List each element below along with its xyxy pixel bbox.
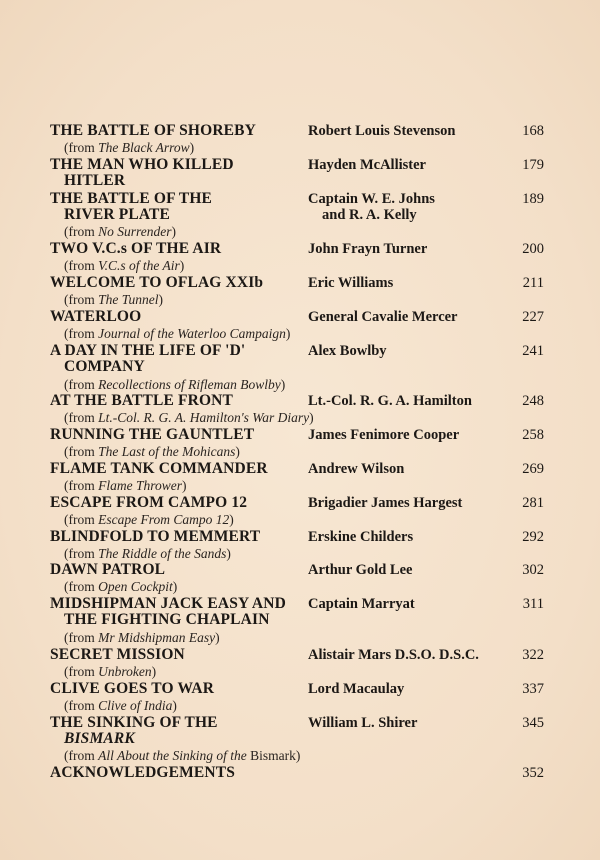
entry-author: [308, 275, 518, 291]
source-prefix: (from: [64, 663, 99, 679]
entry-author-line: Andrew Wilson: [308, 461, 405, 477]
source-prefix: (from: [64, 444, 99, 460]
entry-title: [50, 241, 306, 257]
source-prefix: (from: [64, 292, 99, 307]
source-suffix: ): [171, 224, 176, 240]
entry-title-line: DAWN PATROL: [50, 561, 166, 579]
entry-page-number: 269: [522, 461, 544, 477]
source-book-title: Flame Thrower: [98, 477, 182, 493]
entry-author-line: Lord Macaulay: [308, 680, 405, 697]
entry-title-line: A DAY IN THE LIFE OF 'D': [50, 341, 246, 359]
entry-title-line: THE BATTLE OF SHOREBY: [50, 122, 256, 139]
entry-title-line: THE SINKING OF THE: [50, 713, 218, 731]
entry-page-number: 248: [522, 393, 544, 410]
source-prefix: (from: [64, 139, 99, 155]
source-suffix: ): [285, 325, 291, 341]
entry-source: [64, 326, 290, 342]
source-suffix: ): [215, 630, 220, 645]
entry-author: [308, 647, 518, 663]
entry-author-line: General Cavalie Mercer: [308, 308, 458, 325]
entry-author-line: Alex Bowlby: [308, 342, 387, 359]
entry-title: [50, 275, 306, 291]
entry-page-number: 281: [522, 494, 544, 511]
entry-author: [308, 123, 518, 139]
source-prefix: (from: [64, 748, 99, 764]
entry-title-continuation: THE FIGHTING CHAPLAIN: [64, 611, 270, 629]
source-suffix: ): [172, 579, 178, 595]
entry-author: [308, 596, 518, 612]
source-suffix: ): [229, 511, 234, 527]
entry-page-number: 311: [522, 596, 544, 613]
entry-author: [308, 343, 518, 359]
entry-page-number: 292: [522, 528, 544, 545]
entry-title: [50, 343, 306, 375]
entry-author-line: Hayden McAllister: [308, 156, 426, 173]
source-suffix: ): [158, 292, 164, 307]
entry-title-line: WELCOME TO OFLAG XXIb: [50, 274, 264, 292]
entry-title-line: MIDSHIPMAN JACK EASY AND: [50, 595, 286, 613]
entry-source: [64, 512, 234, 528]
entry-source: [64, 579, 177, 595]
entry-source: [64, 698, 177, 714]
entry-source: [64, 258, 184, 274]
source-book-title: Lt.-Col. R. G. A. Hamilton's War Diary: [98, 410, 310, 426]
entry-author-line: Captain Marryat: [308, 596, 415, 613]
source-book-title: Clive of India: [98, 697, 173, 713]
entry-title-line: CLIVE GOES TO WAR: [50, 679, 215, 697]
entry-source: [64, 410, 314, 426]
source-book-title: All About the Sinking of the: [98, 748, 247, 764]
entry-author-line: William L. Shirer: [308, 714, 418, 731]
source-suffix: ): [280, 376, 286, 392]
entry-author: [308, 157, 518, 173]
source-book-title: The Tunnel: [98, 292, 159, 307]
source-book-title: V.C.s of the Air: [98, 258, 180, 274]
entry-title-continuation: RIVER PLATE: [64, 205, 171, 223]
entry-source: [64, 292, 163, 308]
source-book-title: No Surrender: [98, 224, 172, 240]
entry-page-number: 179: [522, 156, 544, 173]
entry-author-line: Eric Williams: [308, 275, 394, 292]
source-suffix: ): [182, 477, 187, 493]
entry-source: [64, 664, 156, 680]
entry-page-number: 189: [522, 190, 544, 207]
entry-page-number: 241: [522, 342, 544, 359]
entry-author-line: Arthur Gold Lee: [308, 562, 413, 579]
entry-title-continuation: COMPANY: [64, 357, 145, 375]
source-suffix: ): [151, 663, 157, 679]
entry-title: [50, 647, 306, 663]
source-book-title: Journal of the Waterloo Campaign: [98, 325, 286, 341]
entry-source: [64, 748, 300, 764]
source-suffix: ): [235, 444, 240, 460]
source-prefix: (from: [64, 545, 99, 561]
entry-title: [50, 596, 306, 628]
source-suffix: Bismark): [246, 748, 301, 764]
source-prefix: (from: [64, 697, 99, 713]
entry-title-line: FLAME TANK COMMANDER: [50, 460, 268, 477]
entry-author-line: Brigadier James Hargest: [308, 494, 463, 511]
entry-author: [308, 393, 518, 409]
source-prefix: (from: [64, 579, 99, 595]
entry-title-line: AT THE BATTLE FRONT: [50, 392, 234, 410]
source-suffix: ): [309, 410, 314, 426]
source-suffix: ): [189, 139, 195, 155]
source-book-title: Mr Midshipman Easy: [98, 630, 216, 645]
entry-title: [50, 157, 306, 189]
entry-title-line: TWO V.C.s OF THE AIR: [50, 240, 222, 258]
source-book-title: Recollections of Rifleman Bowlby: [98, 376, 281, 392]
entry-author: [308, 309, 518, 325]
entry-author: [308, 562, 518, 578]
entry-author-line: Erskine Childers: [308, 528, 414, 545]
entry-source: [64, 630, 220, 646]
source-prefix: (from: [64, 511, 99, 527]
entry-page-number: 302: [522, 562, 544, 579]
entry-author-continuation: and R. A. Kelly: [322, 206, 417, 223]
entry-author: [308, 495, 518, 511]
entry-title-line: RUNNING THE GAUNTLET: [50, 426, 255, 444]
source-suffix: ): [226, 545, 231, 561]
source-prefix: (from: [64, 477, 99, 493]
entry-title: [50, 461, 306, 477]
entry-title: [50, 191, 306, 223]
entry-title-line: THE MAN WHO KILLED: [50, 155, 234, 173]
entry-title-line: SECRET MISSION: [50, 645, 185, 663]
entry-source: [64, 377, 285, 393]
source-book-title: The Last of the Mohicans: [98, 444, 236, 460]
entry-source: [64, 224, 176, 240]
source-suffix: ): [179, 258, 185, 274]
entry-title: [50, 715, 306, 747]
entry-source: [64, 444, 240, 460]
entry-title: [50, 427, 306, 443]
entry-source: [64, 546, 231, 562]
entry-title: [50, 495, 306, 511]
source-prefix: (from: [64, 325, 99, 341]
entry-source: [64, 140, 194, 156]
entry-title: [50, 123, 306, 139]
entry-page-number: 168: [522, 123, 544, 139]
entry-title: [50, 393, 306, 409]
entry-title-continuation: BISMARK: [64, 729, 135, 747]
source-prefix: (from: [64, 376, 99, 392]
source-book-title: Escape From Campo 12: [98, 511, 230, 527]
source-book-title: The Riddle of the Sands: [98, 545, 227, 561]
entry-author: [308, 191, 518, 223]
entry-page-number: 322: [522, 646, 544, 663]
source-suffix: ): [172, 697, 177, 713]
entry-page-number: 258: [522, 427, 544, 444]
entry-author-line: Alistair Mars D.S.O. D.S.C.: [308, 646, 479, 663]
entry-author: [308, 715, 518, 731]
source-prefix: (from: [64, 258, 99, 274]
source-book-title: Unbroken: [98, 663, 152, 679]
entry-title: [50, 562, 306, 578]
entry-author-line: Captain W. E. Johns: [308, 190, 435, 207]
source-book-title: Open Cockpit: [98, 579, 173, 595]
entry-author: [308, 461, 518, 477]
entry-title: [50, 309, 306, 325]
entry-title-line: ACKNOWLEDGEMENTS: [50, 764, 235, 782]
entry-author: [308, 529, 518, 545]
entry-source: [64, 478, 187, 494]
source-prefix: (from: [64, 224, 99, 240]
entry-title-line: WATERLOO: [50, 307, 142, 325]
source-prefix: (from: [64, 630, 99, 645]
entry-title-line: THE BATTLE OF THE: [50, 189, 213, 207]
entry-author-line: Robert Louis Stevenson: [308, 123, 456, 139]
entry-page-number: 227: [522, 308, 544, 325]
entry-author: [308, 241, 518, 257]
source-book-title: The Black Arrow: [98, 139, 190, 155]
entry-author-line: James Fenimore Cooper: [308, 427, 460, 444]
entry-author: [308, 681, 518, 697]
entry-page-number: 352: [522, 765, 544, 782]
entry-title-line: ESCAPE FROM CAMPO 12: [50, 493, 248, 511]
entry-author-line: John Frayn Turner: [308, 241, 428, 258]
source-prefix: (from: [64, 410, 99, 426]
entry-author: [308, 427, 518, 443]
entry-title-continuation: HITLER: [64, 171, 126, 189]
entry-title: [50, 529, 306, 545]
entry-page-number: 345: [522, 714, 544, 731]
entry-title: [50, 765, 306, 781]
entry-page-number: 200: [522, 241, 544, 258]
entry-title: [50, 681, 306, 697]
entry-author-line: Lt.-Col. R. G. A. Hamilton: [308, 393, 472, 410]
entry-title-line: BLINDFOLD TO MEMMERT: [50, 527, 261, 545]
entry-page-number: 337: [522, 680, 544, 697]
entry-page-number: 211: [522, 275, 544, 292]
